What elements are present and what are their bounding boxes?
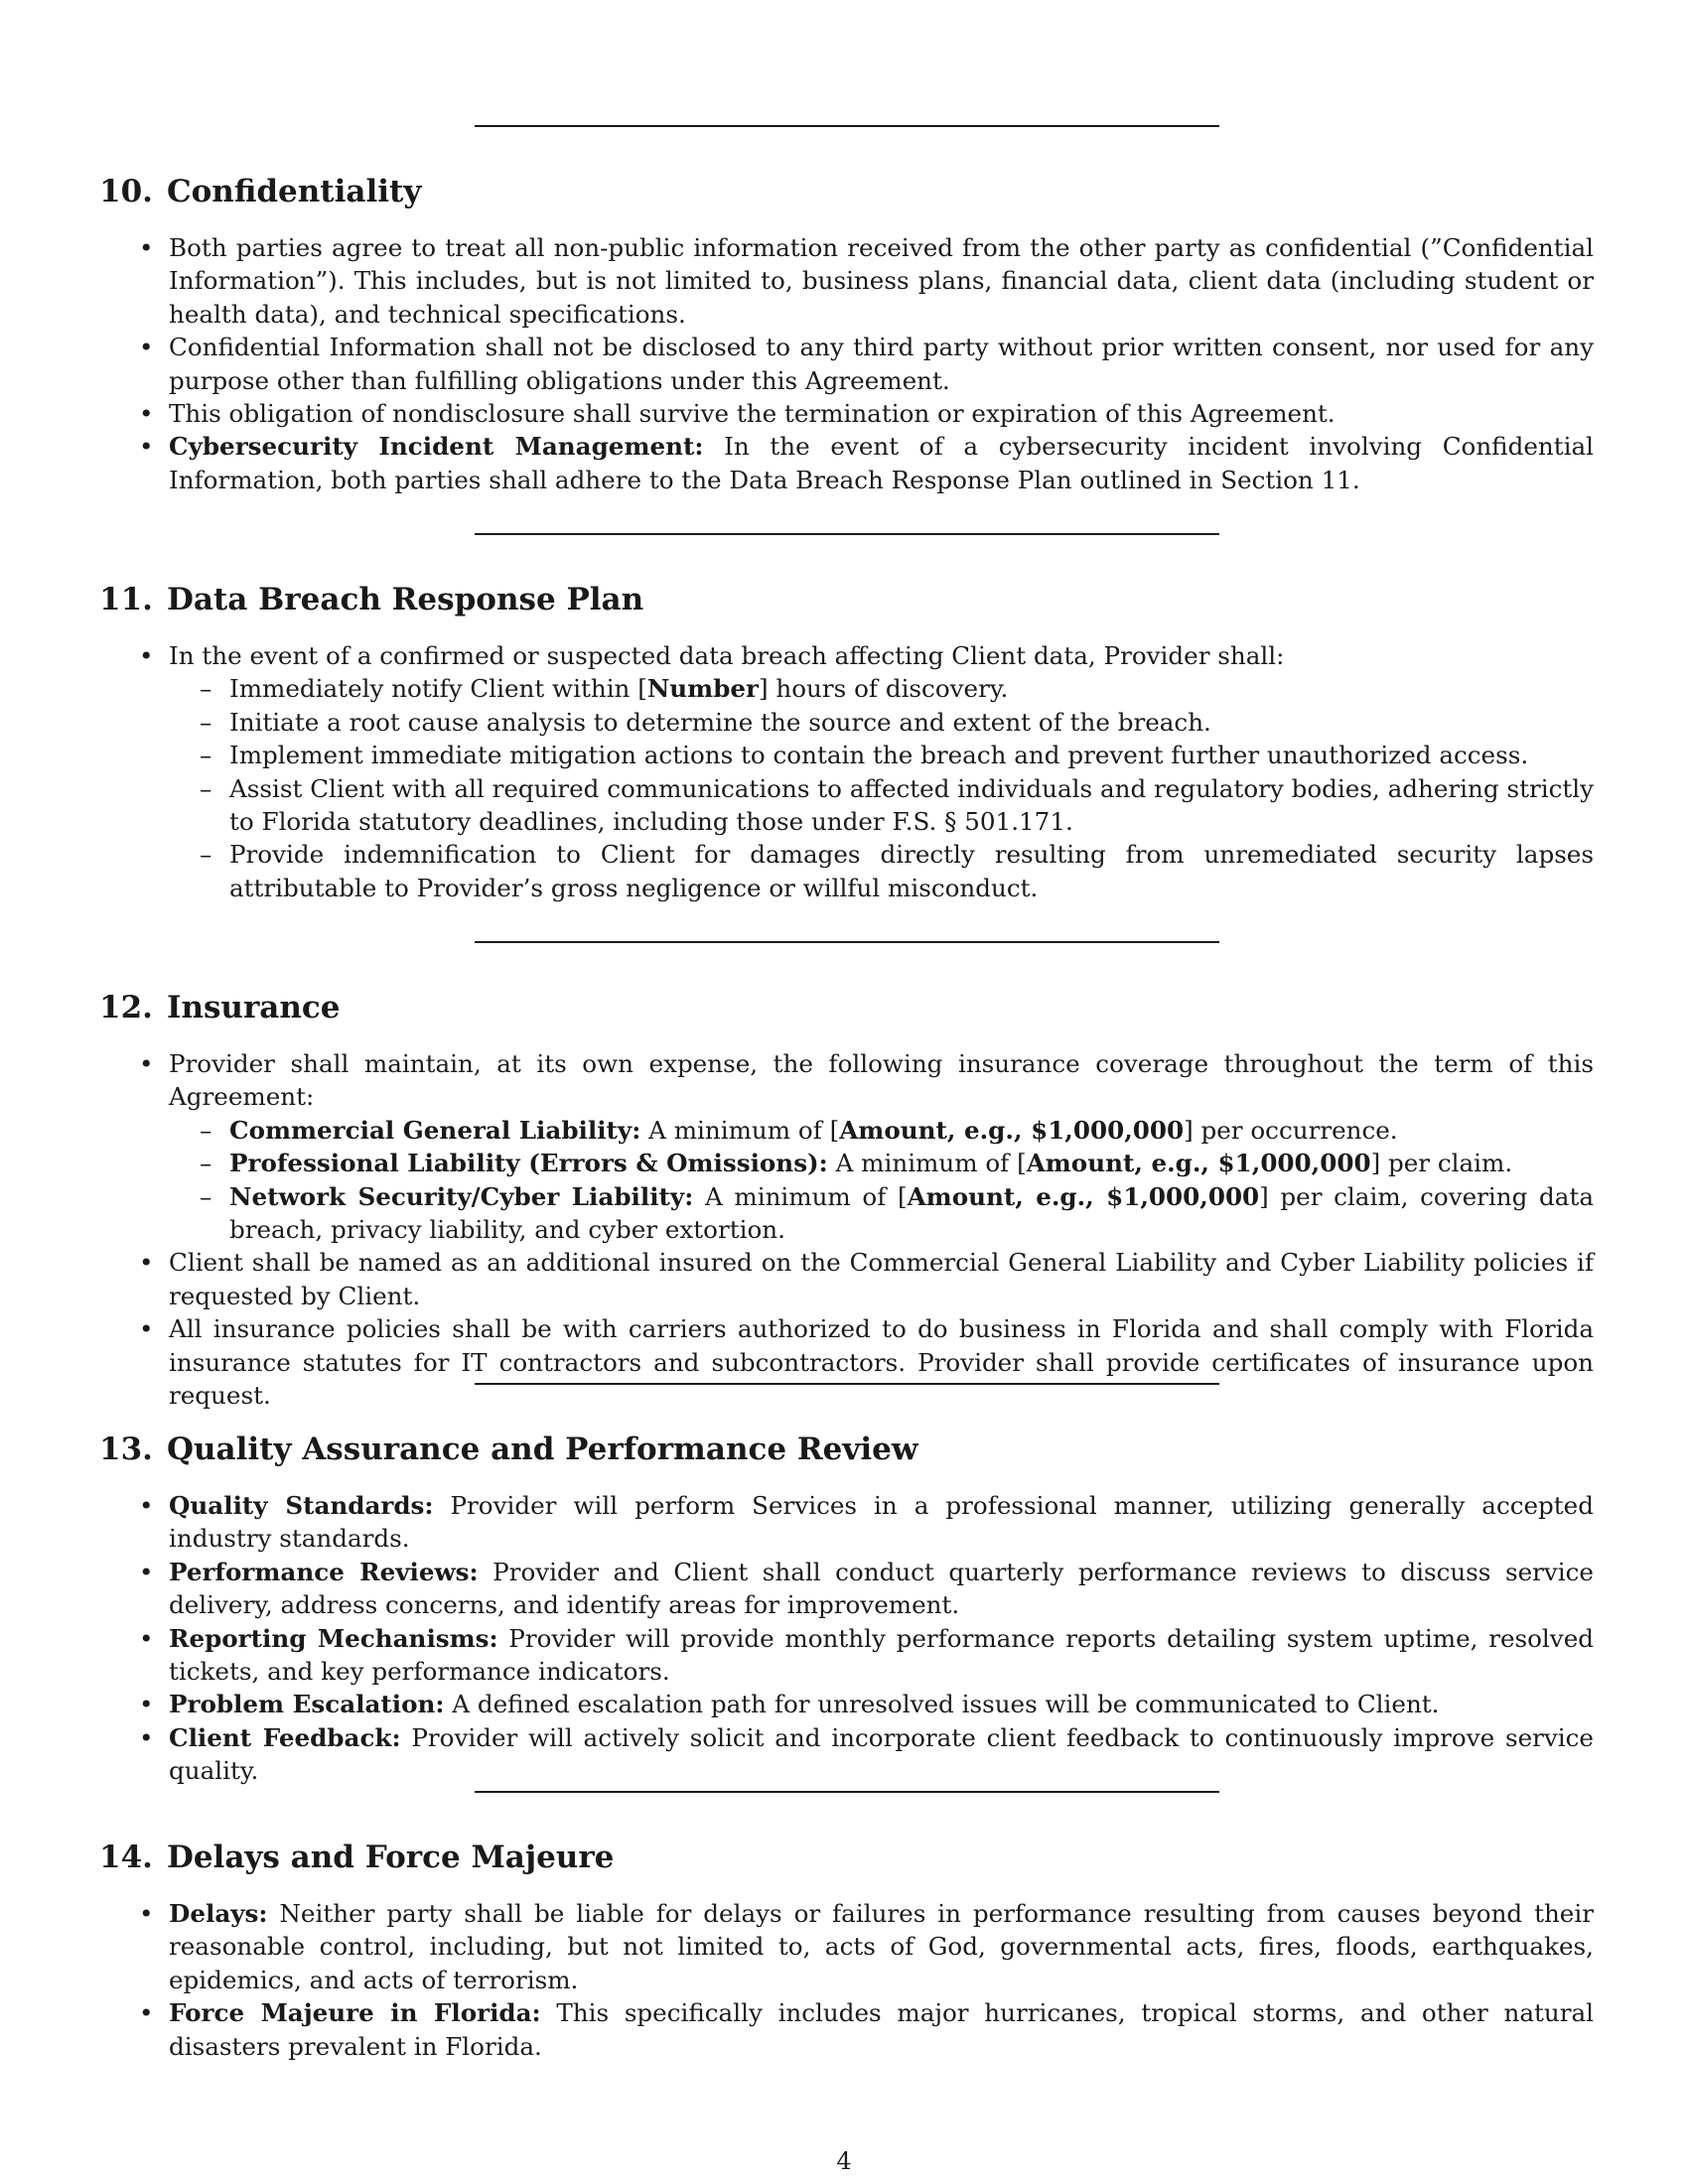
section-quality-assurance	[99, 1430, 1594, 1788]
section-divider	[475, 1791, 1219, 1793]
section-divider	[475, 533, 1219, 535]
section-confidentiality	[99, 172, 1594, 496]
section-heading: 13. Quality Assurance and Performance Review	[99, 1432, 918, 1467]
list-item: • Client Feedback: Provider will actively solicit and incorporate client feedback to continuously improve service quality.	[169, 1721, 1594, 1788]
list-item: • Quality Standards: Provider will perform Services in a professional manner, utilizing generally accepted industry standards.	[169, 1489, 1594, 1556]
sub-list-item: – Immediately notify Client within [Number] hours of discovery.	[229, 672, 1594, 705]
list-item: • In the event of a confirmed or suspected data breach affecting Client data, Provider shall: – Immediately notify Client within [Number] hours of discovery. – Initiate a root cause analysis to determine the source and extent of the breach. – Implement immediate mitigation actions to contain the breach and prevent further unauthorized access. – Assist Client with all required communications to affected individuals and regulatory bodies, adhering strictly to Florida statutory deadlines, including those under F.S. § 501.171. – Provide indemnification to Client for damages directly resulting from unremediated security lapses attributable to Provider’s gross negligence or willful misconduct.	[169, 639, 1594, 904]
list-item: • Cybersecurity Incident Management: In the event of a cybersecurity incident involving Confidential Information, both parties shall adhere to the Data Breach Response Plan outlined in Section 11.	[169, 430, 1594, 496]
page-number: 4	[836, 2147, 852, 2175]
list-item: • This obligation of nondisclosure shall survive the termination or expiration of this Agreement.	[169, 397, 1594, 430]
section-insurance	[99, 988, 1594, 1412]
sub-list-item: – Network Security/Cyber Liability: A minimum of [Amount, e.g., $1,000,000] per claim, covering data breach, privacy liability, and cyber extortion.	[229, 1180, 1594, 1247]
sub-list-item: – Implement immediate mitigation actions to contain the breach and prevent further unauthorized access.	[229, 739, 1594, 771]
section-heading: 12. Insurance	[99, 990, 341, 1025]
bullet-list	[99, 1897, 1594, 2063]
list-item: • All insurance policies shall be with carriers authorized to do business in Florida and shall comply with Florida insurance statutes for IT contractors and subcontractors. Provider shall provide certificates of insurance upon request.	[169, 1312, 1594, 1412]
section-divider	[475, 1383, 1219, 1385]
list-item: • Force Majeure in Florida: This specifically includes major hurricanes, tropical storms, and other natural disasters prevalent in Florida.	[169, 1996, 1594, 2063]
section-divider	[475, 941, 1219, 943]
bullet-list	[99, 1047, 1594, 1412]
list-item: • Client shall be named as an additional insured on the Commercial General Liability and Cyber Liability policies if requested by Client.	[169, 1246, 1594, 1312]
sub-list	[169, 672, 1594, 904]
section-divider	[475, 125, 1219, 127]
list-item: • Performance Reviews: Provider and Client shall conduct quarterly performance reviews to discuss service delivery, address concerns, and identify areas for improvement.	[169, 1556, 1594, 1622]
list-item: • Reporting Mechanisms: Provider will provide monthly performance reports detailing system uptime, resolved tickets, and key performance indicators.	[169, 1622, 1594, 1689]
list-item: • Confidential Information shall not be disclosed to any third party without prior written consent, nor used for any purpose other than fulfilling obligations under this Agreement.	[169, 331, 1594, 397]
sub-list-item: – Commercial General Liability: A minimum of [Amount, e.g., $1,000,000] per occurrence.	[229, 1114, 1594, 1147]
sub-list	[169, 1114, 1594, 1247]
section-delays-force-majeure	[99, 1838, 1594, 2063]
sub-list-item: – Assist Client with all required communications to affected individuals and regulatory bodies, adhering strictly to Florida statutory deadlines, including those under F.S. § 501.171.	[229, 772, 1594, 839]
section-heading: 14. Delays and Force Majeure	[99, 1840, 615, 1875]
section-heading: 10. Confidentiality	[99, 174, 422, 209]
list-item: • Both parties agree to treat all non-public information received from the other party as confidential (”Confidential Information”). This includes, but is not limited to, business plans, financial data, client data (including student or health data), and technical specifications.	[169, 231, 1594, 331]
bullet-list	[99, 1489, 1594, 1788]
sub-list-item: – Professional Liability (Errors & Omissions): A minimum of [Amount, e.g., $1,000,000] per claim.	[229, 1147, 1594, 1179]
section-data-breach-response-plan	[99, 580, 1594, 904]
sub-list-item: – Initiate a root cause analysis to determine the source and extent of the breach.	[229, 706, 1594, 739]
section-heading: 11. Data Breach Response Plan	[99, 582, 644, 617]
list-item: • Provider shall maintain, at its own expense, the following insurance coverage throughout the term of this Agreement: – Commercial General Liability: A minimum of [Amount, e.g., $1,000,000] per occurrence. – Professional Liability (Errors & Omissions): A minimum of [Amount, e.g., $1,000,000] per claim. – Network Security/Cyber Liability: A minimum of [Amount, e.g., $1,000,000] per claim, covering data breach, privacy liability, and cyber extortion.	[169, 1047, 1594, 1246]
bullet-list	[99, 231, 1594, 496]
list-item: • Problem Escalation: A defined escalation path for unresolved issues will be communicated to Client.	[169, 1688, 1594, 1720]
bullet-list	[99, 639, 1594, 904]
list-item: • Delays: Neither party shall be liable for delays or failures in performance resulting from causes beyond their reasonable control, including, but not limited to, acts of God, governmental acts, fires, floods, earthquakes, epidemics, and acts of terrorism.	[169, 1897, 1594, 1996]
sub-list-item: – Provide indemnification to Client for damages directly resulting from unremediated security lapses attributable to Provider’s gross negligence or willful misconduct.	[229, 838, 1594, 904]
